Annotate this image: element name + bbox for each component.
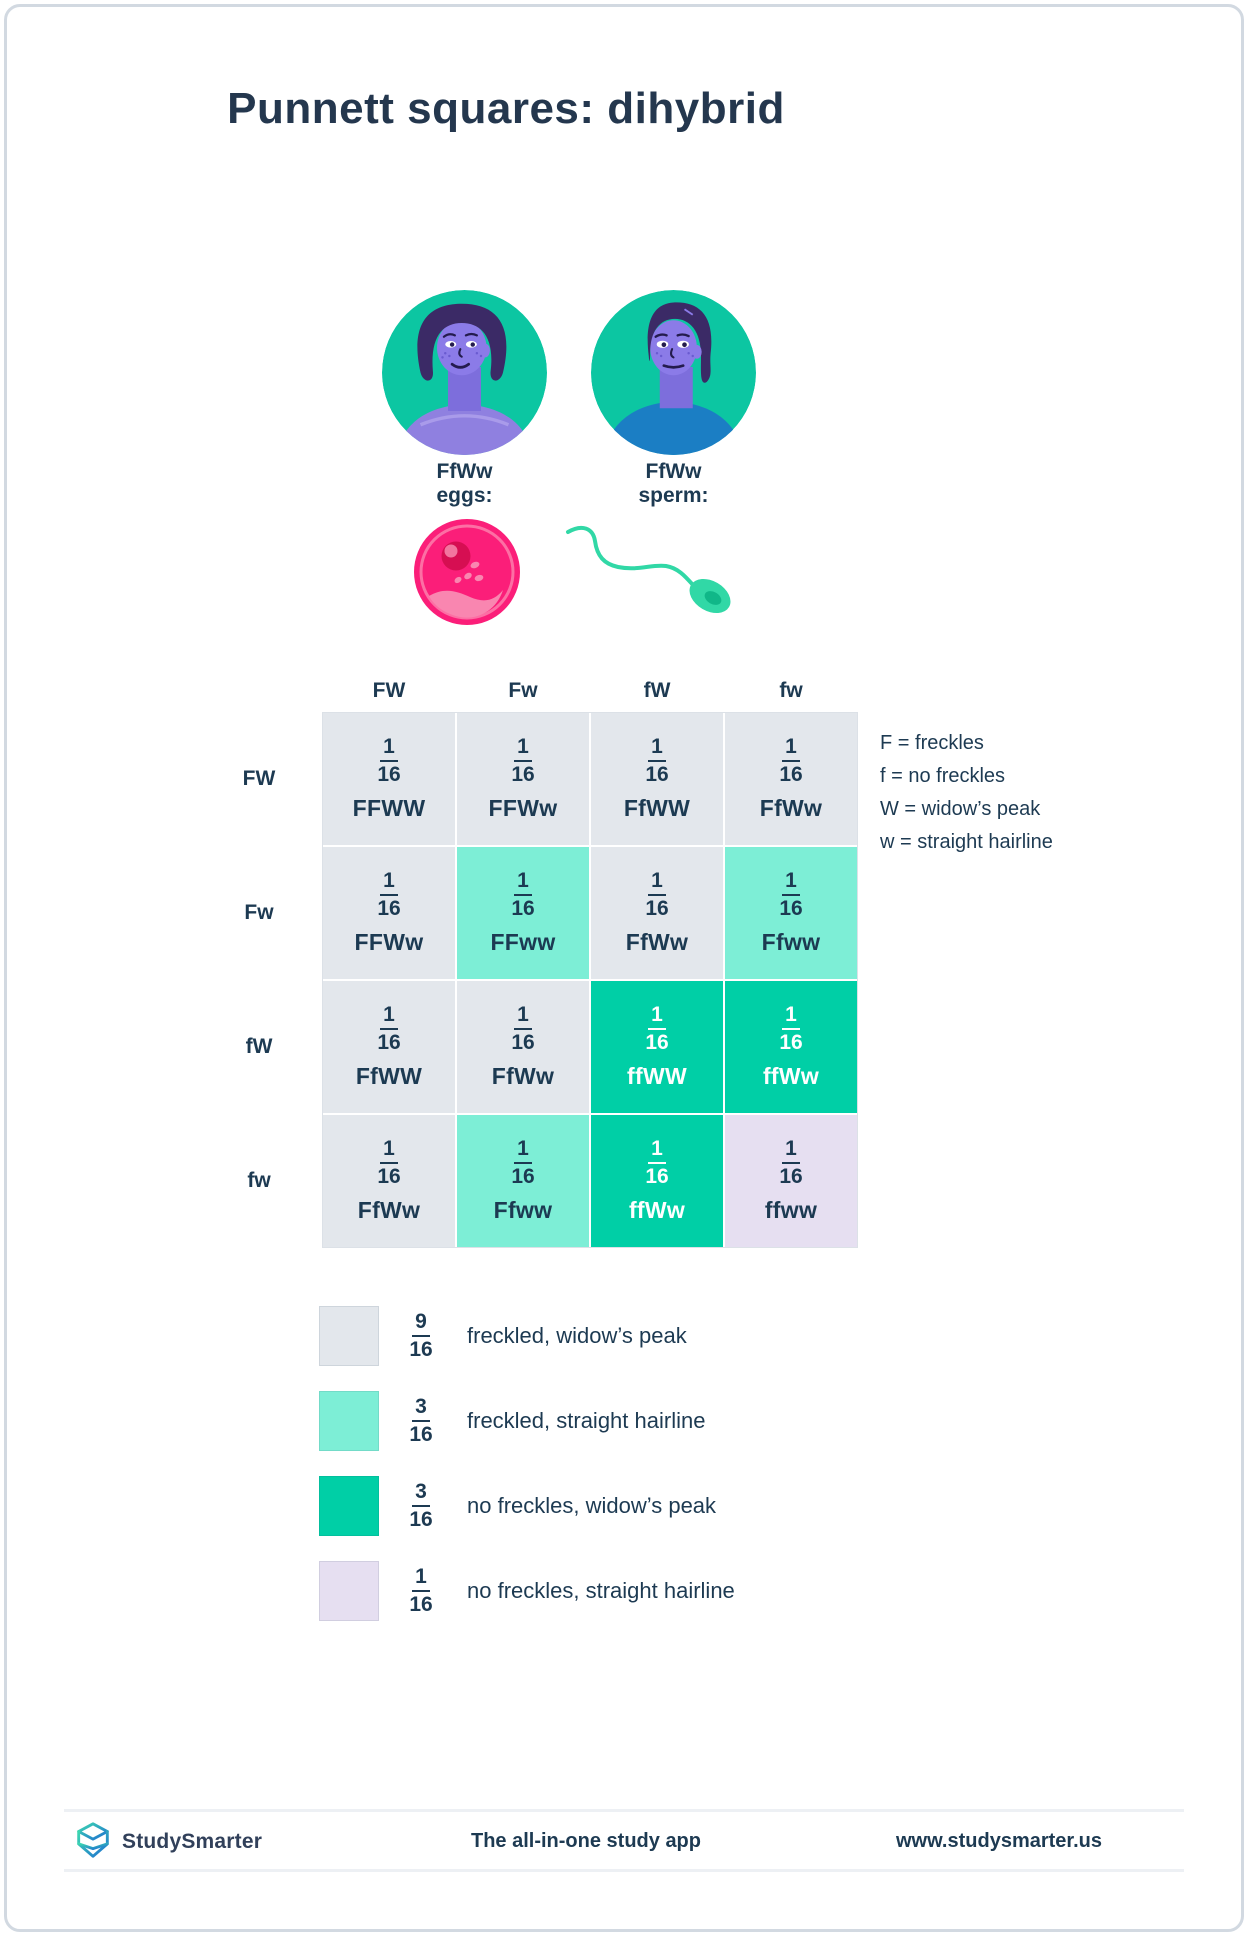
punnett-cell xyxy=(457,847,589,979)
cell-probability-fraction: $\frac{1}{16}$ xyxy=(377,1002,401,1054)
row-header: fw xyxy=(247,1169,271,1192)
legend-item xyxy=(319,1306,735,1366)
punnett-cell xyxy=(323,981,455,1113)
punnett-cell xyxy=(725,713,857,845)
cell-probability-fraction: $\frac{1}{16}$ xyxy=(645,1136,669,1188)
legend-item xyxy=(319,1391,735,1451)
allele-key xyxy=(880,727,1053,859)
egg-icon xyxy=(412,517,522,627)
allele-key-line: W = widow’s peak xyxy=(880,798,1041,820)
punnett-cell xyxy=(457,713,589,845)
legend-color-swatch xyxy=(319,1391,379,1451)
mother-genotype: FfWw xyxy=(436,460,493,483)
cell-probability-fraction: $\frac{1}{16}$ xyxy=(511,734,535,786)
cell-genotype: FFWw xyxy=(488,795,558,822)
mother-gamete: eggs: xyxy=(436,484,493,507)
row-header: fW xyxy=(245,1035,273,1058)
cell-probability-fraction: $\frac{1}{16}$ xyxy=(511,868,535,920)
cell-probability-fraction: $\frac{1}{16}$ xyxy=(645,1002,669,1054)
legend-fraction: $\frac{9}{16}$ xyxy=(409,1309,433,1361)
cell-genotype: FfWw xyxy=(491,1063,555,1090)
cell-probability-fraction: $\frac{1}{16}$ xyxy=(511,1136,535,1188)
legend-color-swatch xyxy=(319,1306,379,1366)
page-title: Punnett squares: dihybrid xyxy=(227,84,785,133)
row-header: Fw xyxy=(244,901,274,924)
father-gamete: sperm: xyxy=(638,484,709,507)
footer-tagline: The all-in-one study app xyxy=(470,1830,701,1852)
cell-probability-fraction: $\frac{1}{16}$ xyxy=(511,1002,535,1054)
cell-probability-fraction: $\frac{1}{16}$ xyxy=(645,734,669,786)
punnett-cell xyxy=(591,1115,723,1247)
father-avatar xyxy=(591,290,756,455)
legend-color-swatch xyxy=(319,1476,379,1536)
cell-genotype: FFWw xyxy=(354,929,424,956)
allele-key-line: F = freckles xyxy=(880,732,984,754)
punnett-grid xyxy=(323,713,857,1247)
cell-probability-fraction: $\frac{1}{16}$ xyxy=(779,1136,803,1188)
punnett-cell xyxy=(725,1115,857,1247)
footer-divider-bottom xyxy=(64,1869,1184,1872)
cell-probability-fraction: $\frac{1}{16}$ xyxy=(779,868,803,920)
punnett-cell xyxy=(591,713,723,845)
punnett-cell xyxy=(591,981,723,1113)
cell-genotype: ffWw xyxy=(628,1197,686,1224)
footer-url: www.studysmarter.us xyxy=(896,1830,1102,1852)
punnett-row-headers xyxy=(224,713,294,1247)
legend-label: no freckles, straight hairline xyxy=(467,1578,735,1603)
cell-probability-fraction: $\frac{1}{16}$ xyxy=(645,868,669,920)
cell-probability-fraction: $\frac{1}{16}$ xyxy=(377,868,401,920)
footer-divider-top xyxy=(64,1809,1184,1812)
punnett-cell xyxy=(725,981,857,1113)
punnett-cell xyxy=(725,847,857,979)
phenotype-legend xyxy=(319,1306,735,1646)
cell-genotype: FFww xyxy=(490,929,556,956)
legend-color-swatch xyxy=(319,1561,379,1621)
punnett-column-headers xyxy=(323,679,861,703)
row-header: FW xyxy=(242,767,276,790)
punnett-cell xyxy=(323,713,455,845)
punnett-cell xyxy=(457,1115,589,1247)
punnett-cell xyxy=(457,981,589,1113)
cell-genotype: ffWW xyxy=(627,1063,687,1090)
footer-brand-name: StudySmarter xyxy=(122,1830,263,1853)
cell-genotype: FfWw xyxy=(357,1197,421,1224)
legend-item xyxy=(319,1561,735,1621)
cell-probability-fraction: $\frac{1}{16}$ xyxy=(779,734,803,786)
cell-genotype: FfWW xyxy=(623,795,691,822)
cell-probability-fraction: $\frac{1}{16}$ xyxy=(377,734,401,786)
legend-label: freckled, widow’s peak xyxy=(467,1323,687,1348)
legend-fraction: $\frac{1}{16}$ xyxy=(409,1564,433,1616)
legend-label: no freckles, widow’s peak xyxy=(467,1493,717,1518)
father-genotype: FfWw xyxy=(645,460,702,483)
cell-genotype: ffww xyxy=(764,1197,818,1224)
column-header: fw xyxy=(779,679,803,702)
mother-genotype-label xyxy=(367,460,562,508)
cell-genotype: Ffww xyxy=(761,929,821,956)
mother-avatar xyxy=(382,290,547,455)
allele-key-line: f = no freckles xyxy=(880,765,1006,787)
cell-probability-fraction: $\frac{1}{16}$ xyxy=(779,1002,803,1054)
cell-genotype: FfWw xyxy=(625,929,689,956)
cell-genotype: ffWw xyxy=(762,1063,820,1090)
cell-genotype: FFWW xyxy=(352,795,426,822)
allele-key-line: w = straight hairline xyxy=(880,831,1053,853)
column-header: FW xyxy=(372,679,406,702)
cell-genotype: FfWw xyxy=(759,795,823,822)
cell-probability-fraction: $\frac{1}{16}$ xyxy=(377,1136,401,1188)
cell-genotype: FfWW xyxy=(355,1063,423,1090)
legend-item xyxy=(319,1476,735,1536)
column-header: Fw xyxy=(508,679,538,702)
legend-label: freckled, straight hairline xyxy=(467,1408,706,1433)
punnett-cell xyxy=(323,1115,455,1247)
studysmarter-logo-icon xyxy=(72,1820,114,1862)
column-header: fW xyxy=(643,679,671,702)
father-genotype-label xyxy=(576,460,771,508)
legend-fraction: $\frac{3}{16}$ xyxy=(409,1394,433,1446)
punnett-cell xyxy=(591,847,723,979)
cell-genotype: Ffww xyxy=(493,1197,553,1224)
legend-fraction: $\frac{3}{16}$ xyxy=(409,1479,433,1531)
punnett-cell xyxy=(323,847,455,979)
sperm-icon xyxy=(560,522,742,622)
